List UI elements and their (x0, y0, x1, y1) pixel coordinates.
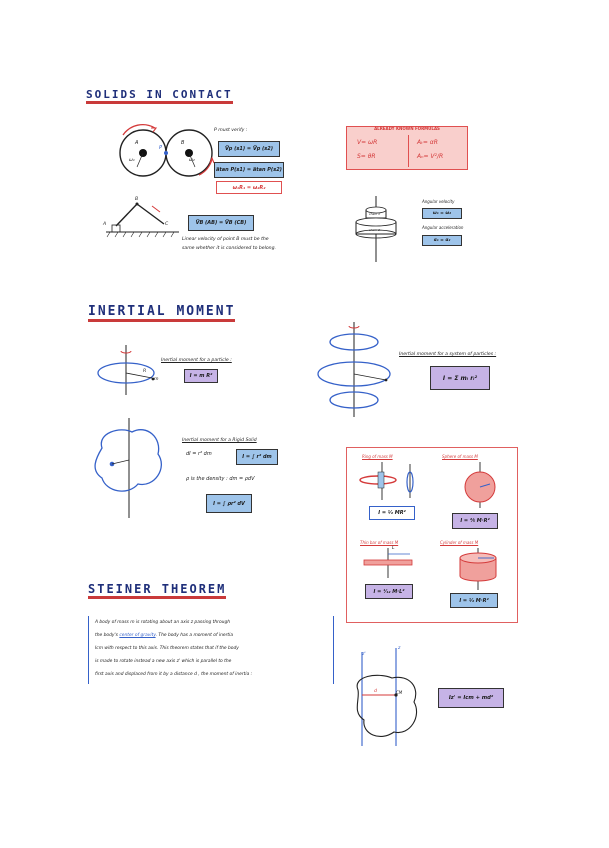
formula-an: Aₙ= V²/R (417, 153, 444, 160)
section-title-solids: SOLIDS IN CONTACT (86, 88, 233, 104)
particle-title: Inertial moment for a particle : (161, 358, 232, 363)
cylinder-title: Cylinder of mass M (440, 540, 479, 545)
angular-velocity-box: ω₁ = ω₂ (422, 208, 462, 219)
formula-v: V= ωR (357, 139, 378, 146)
velocity-note-line-2: same whether it is considered to belong. (182, 246, 276, 251)
sphere-eq-box: I = ⅖ M·R² (452, 513, 498, 529)
chain-1-label: chain 1 (369, 212, 380, 216)
steiner-paragraph-line-3: Icm with respect to this axis. This theorem states that if the body (95, 646, 239, 651)
linkage-label-c: C (165, 222, 169, 227)
linkage-label-a: A (103, 222, 107, 227)
cylinder-diagram (456, 548, 500, 590)
steiner-axis-z2-label: z' (362, 652, 366, 657)
particle-r-label: R (143, 369, 147, 374)
angular-radius-box: ω₁R₁ = ω₂R₂ (216, 181, 282, 194)
steiner-axis-z-label: z (398, 646, 401, 651)
section-title-inertial: INERTIAL MOMENT (88, 304, 235, 322)
wheel-label-a: A (135, 140, 139, 146)
bar-title: Thin bar of mass M (360, 540, 399, 545)
steiner-diagram (350, 648, 430, 748)
angular-accel-label: Angular acceleration (422, 225, 464, 230)
sphere-title: Sphere of mass M (442, 454, 478, 459)
cylinder-eq-box: I = ½ M·R² (450, 593, 498, 608)
steiner-cm-label: CM (396, 690, 403, 695)
velocity-equality-box: V̅p (s1) = V̅p (s2) (218, 141, 280, 157)
particle-diagram (96, 345, 166, 395)
p-must-verify-label: P must verify : (214, 128, 248, 133)
two-wheels-diagram (115, 125, 215, 185)
steiner-paragraph (88, 616, 334, 684)
known-formulas-panel (346, 126, 468, 170)
wheel-label-w2: ω₂ (189, 158, 195, 163)
particle-eq-box: I = m R² (184, 369, 218, 383)
chain-2-label: chain 2 (369, 228, 380, 232)
density-eq-box: I = ∫ ρr² dV (206, 494, 252, 513)
bar-l-label: L (392, 546, 395, 551)
steiner-paragraph-line-4: is made to rotate instead a new axis z' which is parallel to the (95, 659, 232, 664)
sphere-diagram (458, 462, 502, 508)
linkage-velocity-box: V̅B (AB) = V̅B (CB) (188, 215, 254, 231)
angular-accel-box: α₁ = α₂ (422, 235, 462, 246)
system-diagram (316, 322, 396, 417)
steiner-paragraph-line-2b: . The body has a moment of inertia (155, 633, 234, 638)
bar-eq-box: I = ¹⁄₁₂ M·L² (365, 584, 413, 599)
steiner-paragraph-line-1: A body of mass m is rotating about an axis z passing through (95, 620, 231, 625)
steiner-paragraph-line-5: first axis and displaced from it by a distance d , the moment of inertia : (95, 672, 253, 677)
ring-diagram (356, 462, 426, 502)
ring-title: Ring of mass M (362, 454, 393, 459)
rigid-title: Inertial moment for a Rigid Solid (182, 438, 257, 443)
steiner-d-label: d (374, 689, 377, 694)
velocity-note-line-1: Linear velocity of point B must be the (182, 237, 269, 242)
rigid-eq-left: dI = r² dm (186, 451, 212, 457)
ring-eq-box: I = ½ MR² (369, 506, 415, 520)
formula-at: Aₜ= αR (417, 139, 438, 146)
particle-m-label: m (154, 377, 159, 382)
center-of-gravity-highlight: center of gravity (119, 633, 156, 638)
wheel-label-p: P (159, 145, 163, 151)
rigid-eq-box: I = ∫ r² dm (236, 449, 278, 465)
steiner-eq-box: Iz' = Icm + md² (438, 688, 504, 708)
linkage-diagram (104, 198, 184, 243)
angular-velocity-label: Angular velocity (422, 199, 455, 204)
section-title-steiner: STEINER THEOREM (88, 582, 226, 599)
density-note: ρ is the density : dm = ρdV (186, 476, 255, 482)
known-formulas-title: ALREADY KNOWN FORMULAS (374, 126, 440, 131)
thin-bar-diagram (364, 548, 412, 578)
formula-s: S= θR (357, 153, 376, 160)
system-eq-box: I = Σ mᵢ rᵢ² (430, 366, 490, 390)
rigid-solid-diagram (92, 418, 172, 518)
wheel-label-b: B (181, 140, 185, 146)
wheel-label-w1: ω₁ (129, 158, 135, 163)
steiner-paragraph-line-2 (95, 629, 327, 642)
system-title: Inertial moment for a system of particles : (399, 352, 497, 357)
formula-divider (408, 135, 409, 167)
steiner-paragraph-line-2a: the body's (95, 633, 120, 638)
linkage-label-b: B (135, 197, 139, 202)
tangential-acceleration-box: a̅tan P(s1) = a̅tan P(s2) (214, 162, 284, 178)
